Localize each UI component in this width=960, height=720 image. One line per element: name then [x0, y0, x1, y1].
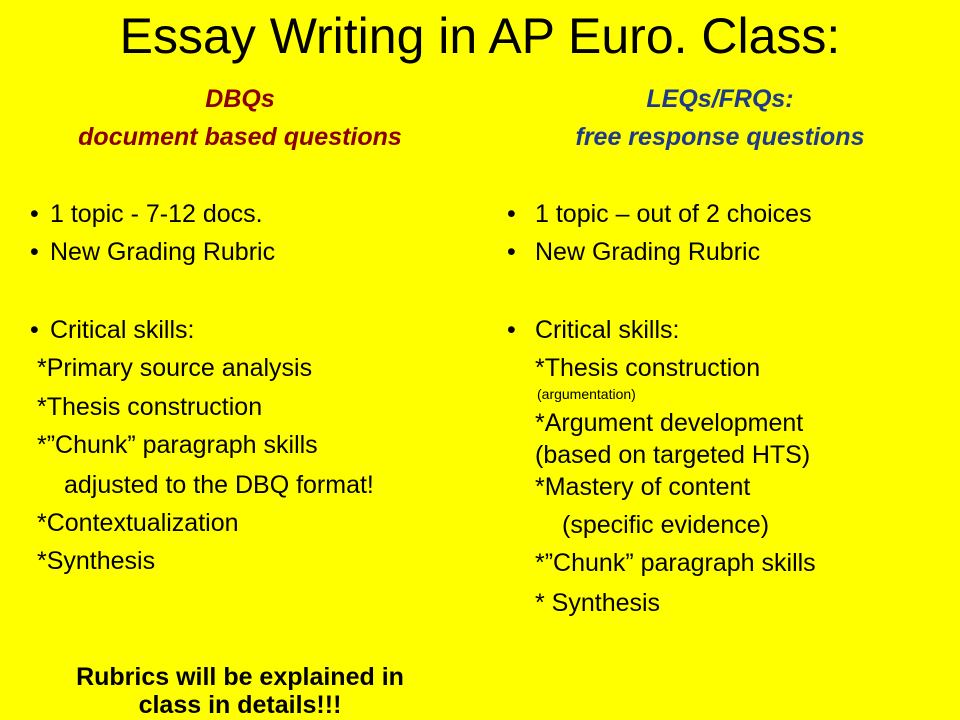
- dbq-bullet-marker-3: •: [30, 316, 39, 344]
- leq-skill-6: (specific evidence): [562, 511, 770, 539]
- leq-skill-8: * Synthesis: [535, 589, 661, 617]
- leq-bullet-marker-2: •: [507, 238, 516, 266]
- leq-bullet-3: Critical skills:: [535, 316, 680, 344]
- leq-bullet-1: 1 topic – out of 2 choices: [535, 200, 812, 228]
- dbq-bullet-marker-2: •: [30, 238, 39, 266]
- dbq-footer: [0, 663, 480, 719]
- slide-title: Essay Writing in AP Euro. Class:: [119, 8, 841, 64]
- leq-subheading: free response questions: [575, 123, 865, 151]
- leq-skill-3: *Argument development: [535, 409, 804, 437]
- dbq-skill-5: *Contextualization: [37, 509, 239, 537]
- leq-heading-block: [480, 80, 960, 156]
- leq-heading: LEQs/FRQs:: [646, 85, 794, 113]
- leq-skill-1: *Thesis construction: [535, 354, 761, 382]
- leq-skill-4: (based on targeted HTS): [535, 441, 811, 469]
- dbq-bullet-1: 1 topic - 7-12 docs.: [50, 200, 263, 228]
- dbq-heading-block: [0, 80, 480, 156]
- leq-skill-7: *”Chunk” paragraph skills: [535, 549, 816, 577]
- leq-skill-2: (argumentation): [537, 386, 636, 402]
- dbq-skill-6: *Synthesis: [37, 547, 156, 575]
- dbq-skill-2: *Thesis construction: [37, 393, 263, 421]
- leq-bullet-marker-3: •: [507, 316, 516, 344]
- leq-bullet-2: New Grading Rubric: [535, 238, 761, 266]
- dbq-bullet-2: New Grading Rubric: [50, 238, 276, 266]
- dbq-footer-line-2: class in details!!!: [138, 691, 342, 719]
- dbq-skill-3: *”Chunk” paragraph skills: [37, 431, 318, 459]
- dbq-skill-4: adjusted to the DBQ format!: [64, 471, 374, 499]
- leq-bullet-marker-1: •: [507, 200, 516, 228]
- dbq-subheading: document based questions: [78, 123, 402, 151]
- dbq-heading: DBQs: [205, 85, 275, 113]
- dbq-skill-1: *Primary source analysis: [37, 354, 313, 382]
- dbq-footer-line-1: Rubrics will be explained in: [76, 663, 404, 691]
- dbq-bullet-3: Critical skills:: [50, 316, 195, 344]
- dbq-bullet-marker-1: •: [30, 200, 39, 228]
- leq-skill-5: *Mastery of content: [535, 473, 751, 501]
